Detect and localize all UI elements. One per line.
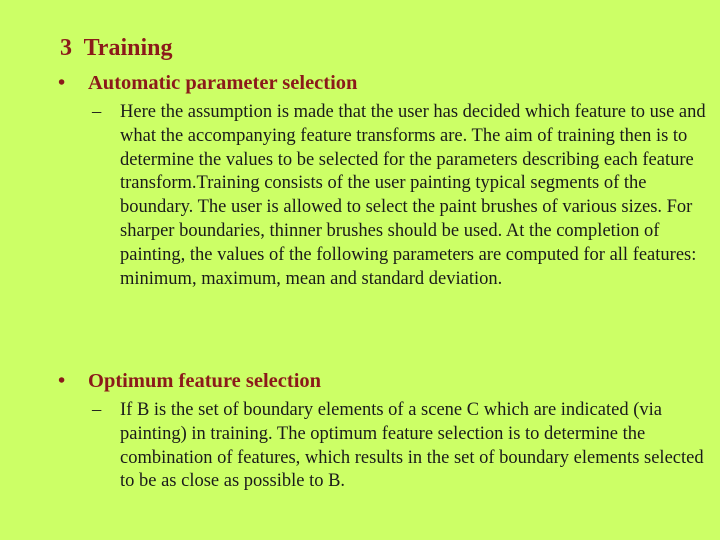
sub-bullet-training-description — [92, 101, 720, 291]
bullet-optimum-feature-selection — [58, 368, 321, 394]
bullet-marker: • — [58, 370, 66, 392]
bullet-automatic-parameter-selection — [58, 70, 357, 96]
sub-bullet-text: If B is the set of boundary elements of a scene C which are indicated (via painting) in training. The optimum feature selection is to determine the combination of features, which results in the set of boundary elements selected to be as close as possible to B. — [120, 400, 704, 492]
bullet-marker: • — [58, 72, 66, 94]
sub-bullet-text: Here the assumption is made that the user has decided which feature to use and what the accompanying feature transforms are. The aim of training then is to determine the values to be selected for the parameters describing each feature transform.Training consists of the user painting typical segments of the boundary. The user is allowed to select the paint brushes of various sizes. For sharper boundaries, thinner brushes should be used. At the completion of painting, the values of the following parameters are computed for all features: minimum, maximum, mean and standard deviation. — [120, 102, 706, 289]
bullet-heading: Optimum feature selection — [88, 370, 322, 392]
sub-bullet-marker: – — [92, 102, 102, 122]
sub-bullet-marker: – — [92, 400, 102, 420]
bullet-heading: Automatic parameter selection — [88, 72, 358, 94]
sub-bullet-optimum-description — [92, 399, 720, 494]
slide-title: 3 Training — [60, 35, 173, 61]
